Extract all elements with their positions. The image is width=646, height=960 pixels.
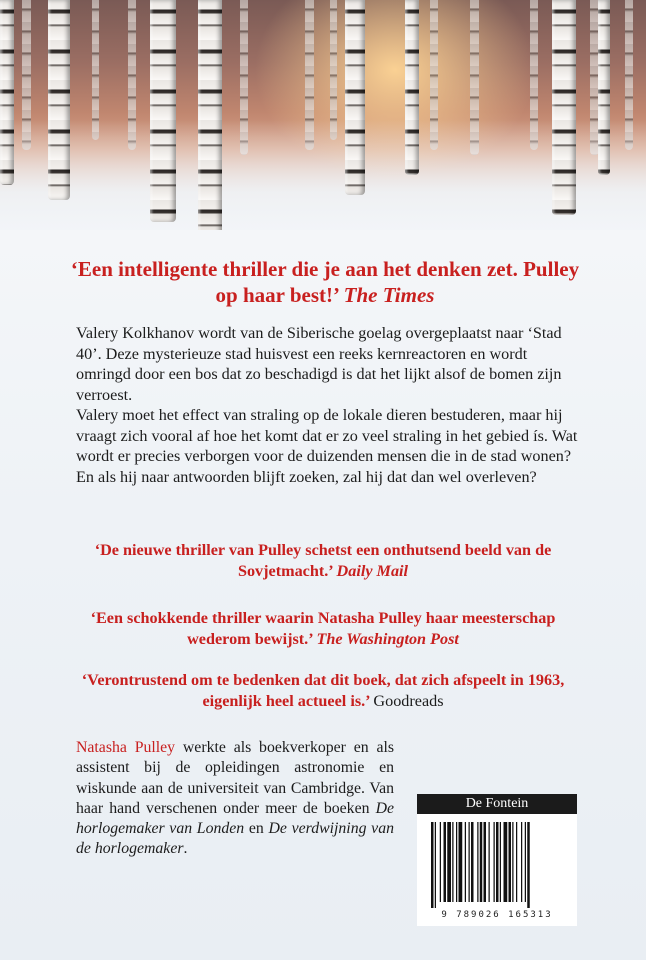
book-title: De verdwijning van de horlogemaker [76, 820, 394, 858]
barcode-bar [494, 822, 495, 902]
barcode-bar [471, 822, 474, 902]
barcode-bar [521, 822, 522, 902]
author-bio-text: . [183, 840, 188, 858]
barcode-bar [465, 822, 466, 902]
quote-source: Daily Mail [336, 561, 409, 580]
quote-source: The Times [343, 283, 435, 307]
birch-trunk [598, 0, 610, 175]
isbn-number: 9 789026 165313 [441, 910, 553, 920]
barcode-bar [459, 822, 463, 902]
quote-text: ‘De nieuwe thriller van Pulley schetst een onthutsend beeld van de Sovjetmacht.’ [94, 541, 552, 580]
blurb-paragraph: Valery Kolkhanov wordt van de Siberische goelag overgeplaatst naar ‘Stad 40’. Deze mysterieuze stad huisvest een reeks kernreactoren en wordt omringd door een bos dat zo beschadigd is dat het lijkt alsof de bomen zijn verroest. [76, 324, 562, 404]
quote-text: ‘Een intelligente thriller die je aan het denken zet. Pulley op haar best!’ [70, 257, 580, 307]
book-title: De horlogemaker van Londen [76, 799, 394, 838]
barcode-bar [512, 822, 513, 902]
birch-trunk [150, 0, 176, 222]
author-bio-text: werkte als boekverkoper en als assistent bij de opleidingen astronomie en wiskunde aan de universiteit van Cambridge. Van haar hand verschenen onder meer de boeken [76, 739, 395, 817]
barcode-bar [496, 822, 499, 902]
barcode-bar [500, 822, 501, 902]
blurb [76, 323, 578, 487]
quote-text: ‘Verontrustend om te bedenken dat dit boek, dat zich afspeelt in 1963, eigenlijk heel actueel is.’ [81, 671, 565, 710]
review-quote [60, 608, 586, 649]
barcode-bar [456, 822, 457, 902]
birch-trunk [345, 0, 365, 195]
barcode-bar [504, 822, 508, 902]
barcode-bar [447, 822, 451, 902]
barcode-bar [480, 822, 483, 902]
barcode-bar [484, 822, 487, 902]
author-bio [76, 738, 394, 860]
birch-trunk [330, 0, 337, 140]
birch-trunk [48, 0, 70, 200]
publisher-label: De Fontein [417, 794, 577, 814]
barcode-bar [509, 822, 512, 902]
barcode-bar [444, 822, 447, 902]
blurb-paragraph: Valery moet het effect van straling op de lokale dieren bestuderen, maar hij vraagt zich vooral af hoe het komt dat er zo veel straling in het gebied ís. Wat wordt er precies verborgen voor de duizenden mensen die in de stad wonen? En als hij naar antwoorden blijft zoeken, zal hij dat dan wel overleven? [76, 406, 578, 486]
barcode-bar [435, 822, 436, 908]
quote-source: The Washington Post [316, 629, 459, 648]
barcode-bar [469, 822, 470, 902]
review-quote [60, 540, 586, 581]
barcode-bar [516, 822, 517, 902]
review-quote-top [60, 256, 590, 308]
barcode-bar [452, 822, 453, 902]
birch-trunk [552, 0, 576, 215]
author-name: Natasha Pulley [76, 739, 176, 756]
isbn-barcode [417, 814, 577, 926]
birch-trunk [92, 0, 99, 140]
quote-text: ‘Een schokkende thriller waarin Natasha Pulley haar meesterschap wederom bewijst.’ [90, 609, 556, 648]
barcode-bar [527, 822, 530, 908]
barcode-bar [440, 822, 441, 902]
barcode-bars [431, 822, 563, 908]
barcode-bar [431, 822, 434, 908]
quote-source: Goodreads [373, 691, 444, 710]
barcode-bar [477, 822, 478, 902]
birch-trunk [198, 0, 222, 238]
barcode-bar [489, 822, 490, 902]
birch-forest-image [0, 0, 646, 250]
review-quote [60, 670, 586, 711]
birch-trunk [0, 0, 14, 185]
birch-trunk [405, 0, 419, 175]
barcode-bar [525, 822, 526, 902]
author-bio-text: en [244, 820, 269, 838]
